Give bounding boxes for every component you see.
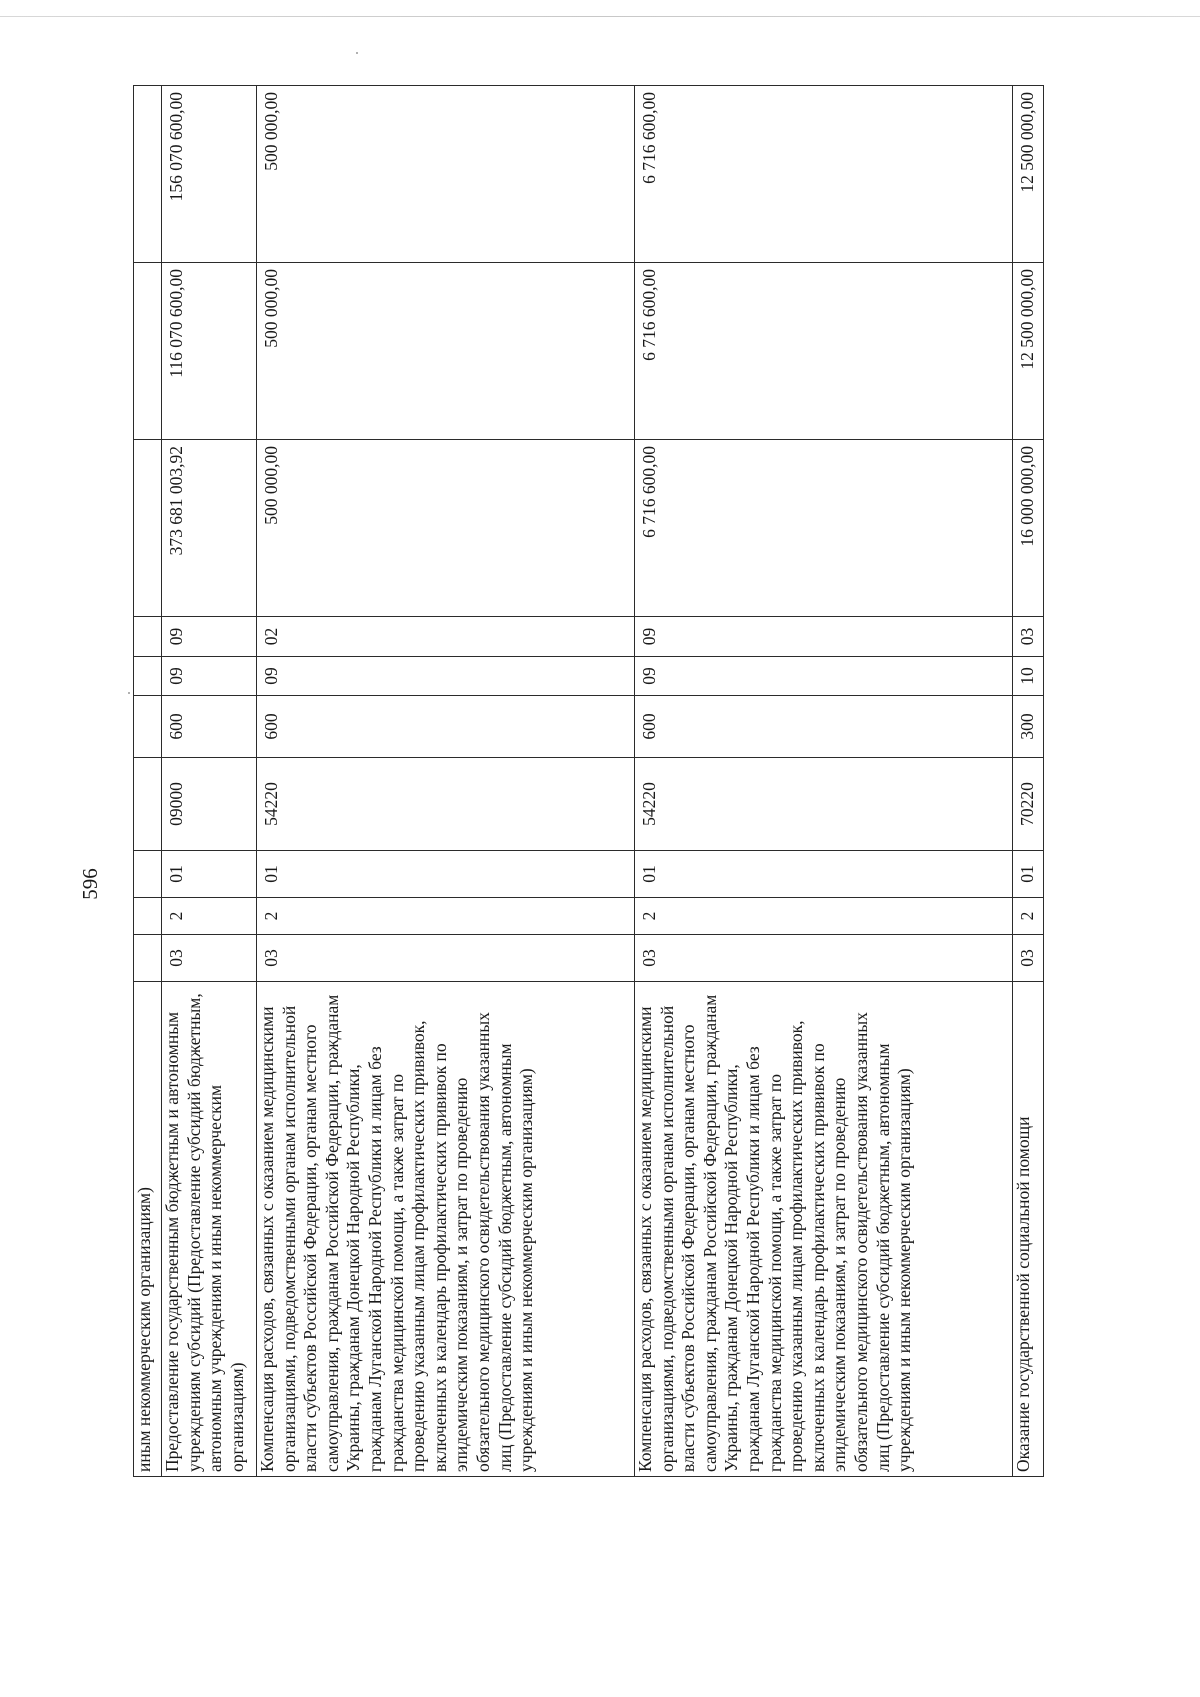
code-subsection: 09	[162, 617, 257, 657]
row-description: Оказание государственной социальной помощи	[1013, 982, 1044, 1477]
amount-year-2: 500 000,00	[257, 263, 635, 440]
code-section: 09	[257, 657, 635, 696]
code-mintype: 03	[635, 935, 1013, 982]
table-row	[635, 86, 1013, 1477]
rotated-page	[133, 86, 1126, 1477]
amount-year-3	[134, 86, 162, 263]
code-subprogram: 01	[162, 851, 257, 898]
page-number: 596	[78, 868, 102, 900]
code-subsection: 03	[1013, 617, 1044, 657]
amount-year-3: 500 000,00	[257, 86, 635, 263]
table-row	[134, 86, 162, 1477]
code-direction: 09000	[162, 758, 257, 851]
code-subsection: 02	[257, 617, 635, 657]
amount-year-1: 500 000,00	[257, 440, 635, 617]
code-mintype: 03	[162, 935, 257, 982]
row-description: Компенсация расходов, связанных с оказанием медицинскими организациями, подведомственными органам исполнительной власти субъектов Российской Федерации, органам местного самоуправления, гражданам Российской Федерации, гражданам Украины, гражданам Донецкой Народной Республики, гражданам Луганской Народной Республики и лицам без гражданства медицинской помощи, а также затрат по проведению указанным лицам профилактических прививок, включенных в календарь профилактических прививок по эпидемическим показаниям, и затрат по проведению обязательного медицинского освидетельствования указанных лиц (Предоставление субсидий бюджетным, автономным учреждениям и иным некоммерческим организациям)	[257, 982, 635, 1477]
code-direction: 54220	[635, 758, 1013, 851]
code-mintype	[134, 935, 162, 982]
code-expense-type: 300	[1013, 696, 1044, 758]
code-subprogram: 01	[1013, 851, 1044, 898]
code-program: 2	[257, 898, 635, 935]
amount-year-2: 116 070 600,00	[162, 263, 257, 440]
amount-year-3: 6 716 600,00	[635, 86, 1013, 263]
amount-year-2: 12 500 000,00	[1013, 263, 1044, 440]
code-expense-type	[134, 696, 162, 758]
code-program: 2	[162, 898, 257, 935]
code-subprogram: 01	[257, 851, 635, 898]
code-section	[134, 657, 162, 696]
code-program: 2	[1013, 898, 1044, 935]
code-direction: 54220	[257, 758, 635, 851]
amount-year-1: 373 681 003,92	[162, 440, 257, 617]
table-row	[162, 86, 257, 1477]
code-mintype: 03	[1013, 935, 1044, 982]
code-program	[134, 898, 162, 935]
table-row	[257, 86, 635, 1477]
code-section: 10	[1013, 657, 1044, 696]
code-subsection	[134, 617, 162, 657]
code-direction	[134, 758, 162, 851]
code-expense-type: 600	[162, 696, 257, 758]
code-section: 09	[635, 657, 1013, 696]
code-direction: 70220	[1013, 758, 1044, 851]
code-subprogram	[134, 851, 162, 898]
scan-edge-line	[0, 16, 1200, 17]
budget-table	[133, 85, 1044, 1477]
code-program: 2	[635, 898, 1013, 935]
code-expense-type: 600	[257, 696, 635, 758]
amount-year-1: 16 000 000,00	[1013, 440, 1044, 617]
row-description: иным некоммерческим организациям)	[134, 982, 162, 1477]
amount-year-2	[134, 263, 162, 440]
code-subsection: 09	[635, 617, 1013, 657]
amount-year-1: 6 716 600,00	[635, 440, 1013, 617]
amount-year-3: 12 500 000,00	[1013, 86, 1044, 263]
scan-speck	[356, 52, 358, 54]
scan-speck	[128, 692, 130, 694]
amount-year-1	[134, 440, 162, 617]
code-mintype: 03	[257, 935, 635, 982]
row-description: Компенсация расходов, связанных с оказанием медицинскими организациями, подведомственными органам исполнительной власти субъектов Российской Федерации, органам местного самоуправления, гражданам Российской Федерации, гражданам Украины, гражданам Донецкой Народной Республики, гражданам Луганской Народной Республики и лицам без гражданства медицинской помощи, а также затрат по проведению указанным лицам профилактических прививок, включенных в календарь профилактических прививок по эпидемическим показаниям, и затрат по проведению обязательного медицинского освидетельствования указанных лиц (Предоставление субсидий бюджетным, автономным учреждениям и иным некоммерческим организациям)	[635, 982, 1013, 1477]
code-subprogram: 01	[635, 851, 1013, 898]
amount-year-2: 6 716 600,00	[635, 263, 1013, 440]
code-expense-type: 600	[635, 696, 1013, 758]
code-section: 09	[162, 657, 257, 696]
amount-year-3: 156 070 600,00	[162, 86, 257, 263]
row-description: Предоставление государственным бюджетным и автономным учреждениям субсидий (Предоставление субсидий бюджетным, автономным учреждениям и иным некоммерческим организациям)	[162, 982, 257, 1477]
table-row	[1013, 86, 1044, 1477]
